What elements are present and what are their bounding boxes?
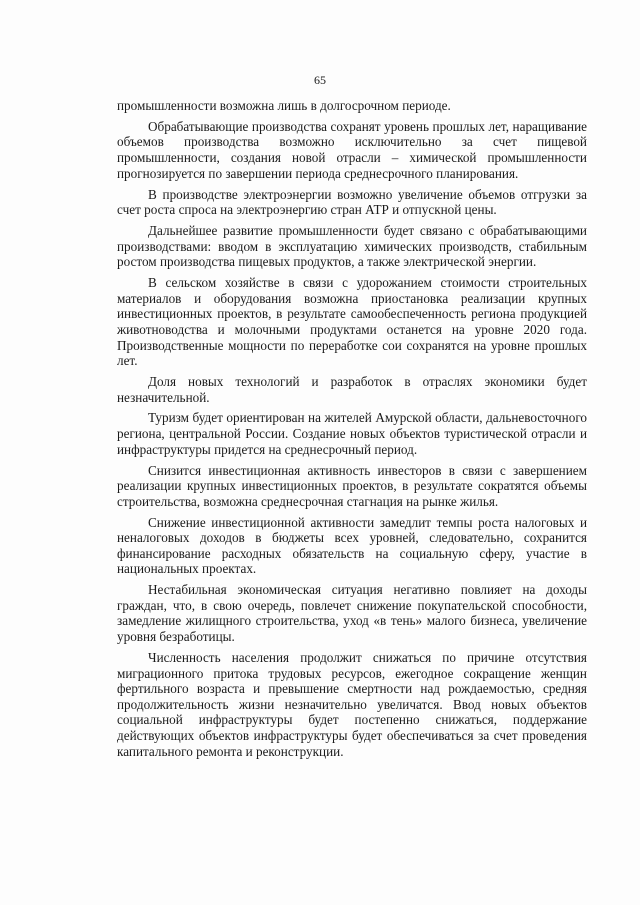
paragraph-4: Дальнейшее развитие промышленности будет связано с обрабатывающими производствами: вводом в эксплуатацию химических производств, стабильным ростом производства пищевых продуктов, а также электрической энергии. <box>117 223 587 270</box>
paragraph-9: Снижение инвестиционной активности замедлит темпы роста налоговых и неналоговых доходов в бюджеты всех уровней, следовательно, сохранится финансирование расходных обязательств на социальную сферу, участие в национальных проектах. <box>117 514 587 577</box>
paragraph-3: В производстве электроэнергии возможно увеличение объемов отгрузки за счет роста спроса на электроэнергию стран АТР и отпускной цены. <box>117 186 587 218</box>
paragraph-7: Туризм будет ориентирован на жителей Амурской области, дальневосточного региона, центральной России. Создание новых объектов туристической отрасли и инфраструктуры придется на среднесрочный период. <box>117 410 587 457</box>
paragraph-6: Доля новых технологий и разработок в отраслях экономики будет незначительной. <box>117 373 587 405</box>
paragraph-8: Снизится инвестиционная активность инвесторов в связи с завершением реализации крупных инвестиционных проектов, в результате сократятся объемы строительства, возможна среднесрочная стагнация на рынке жилья. <box>117 462 587 509</box>
paragraph-2: Обрабатывающие производства сохранят уровень прошлых лет, наращивание объемов производства возможно исключительно за счет пищевой промышленности, создания новой отрасли – химической промышленности прогнозируется по завершении периода среднесрочного планирования. <box>117 118 587 181</box>
paragraph-1: промышленности возможна лишь в долгосрочном периоде. <box>117 98 451 113</box>
page-number: 65 <box>314 73 326 87</box>
paragraph-11: Численность населения продолжит снижаться по причине отсутствия миграционного притока трудовых ресурсов, ежегодное сокращение женщин фертильного возраста и превышение смертности над рождаемостью, средняя продолжительность жизни незначительно увеличатся. Ввод новых объектов социальной инфраструктуры будет постепенно снижаться, поддержание действующих объектов инфраструктуры будет обеспечиваться за счет проведения капитального ремонта и реконструкции. <box>117 649 587 759</box>
paragraph-10: Нестабильная экономическая ситуация негативно повлияет на доходы граждан, что, в свою очередь, повлечет снижение покупательской способности, замедление жилищного строительства, уход «в тень» малого бизнеса, увеличение уровня безработицы. <box>117 582 587 645</box>
paragraph-5: В сельском хозяйстве в связи с удорожанием стоимости строительных материалов и оборудования возможна приостановка реализации крупных инвестиционных проектов, в результате самообеспеченность региона продукцией животноводства и молочными продуктами останется на уровне 2020 года. Производственные мощности по переработке сои сохранятся на уровне прошлых лет. <box>117 275 587 369</box>
body-text <box>117 98 587 764</box>
